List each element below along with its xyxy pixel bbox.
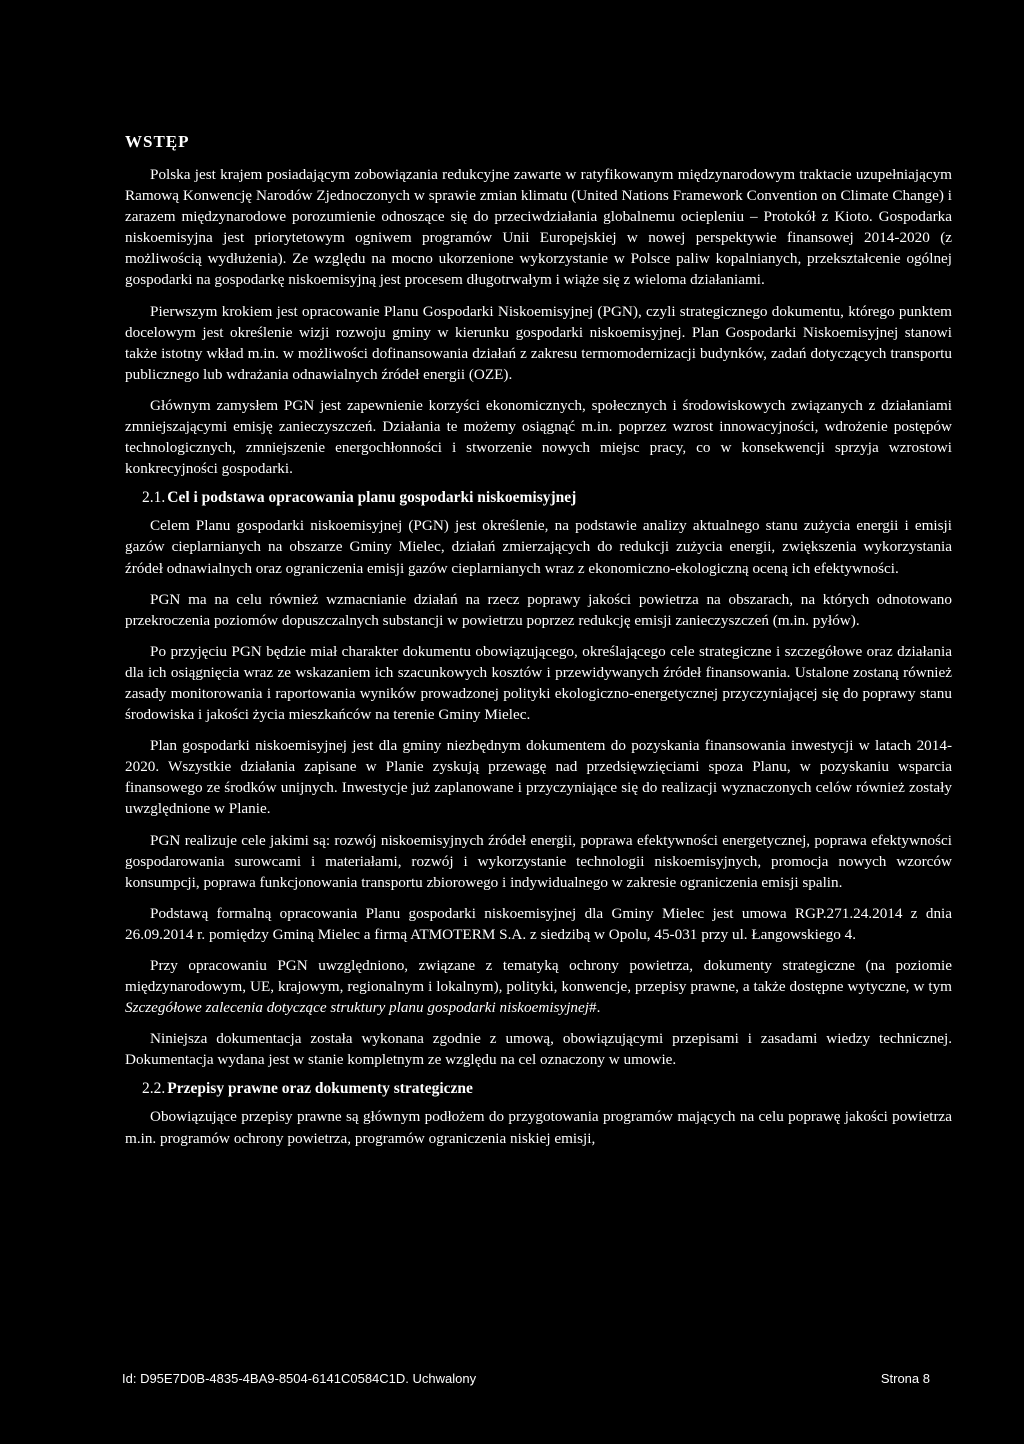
paragraph-s1-3: Po przyjęciu PGN będzie miał charakter dokumentu obowiązującego, określającego cele strategiczne i szczegółowe oraz działania dla ich osiągnięcia wraz ze wskazaniem ich szacunkowych kosztów i przewidywanych źródeł finansowania. Ustalone zostaną również zasady monitorowania i raportowania wyników prowadzonej polityki ekologiczno-energetycznej przyczyniającej się do poprawy stanu środowiska i jakości życia mieszkańców na terenie Gminy Mielec.: [125, 642, 952, 724]
paragraph-s2-1: Obowiązujące przepisy prawne są głównym podłożem do przygotowania programów mających na celu poprawę jakości powietrza m.in. programów ochrony powietrza, programów ograniczenia niskiej emisji,: [125, 1108, 952, 1147]
paragraph-guidelines: [122, 955, 952, 1018]
document-id: Id: D95E7D0B-4835-4BA9-8504-6141C0584C1D. Uchwalony: [122, 1371, 477, 1386]
section-heading-2-2: [142, 1080, 952, 1098]
page-title: WSTĘP: [125, 132, 190, 151]
section-title: Przepisy prawne oraz dokumenty strategiczne: [167, 1080, 473, 1098]
section-number: 2.1.: [142, 489, 166, 507]
section-heading-2-1: [142, 489, 952, 507]
paragraph-s1-5: PGN realizuje cele jakimi są: rozwój niskoemisyjnych źródeł energii, poprawa efektywności energetycznej, poprawa efektywności gospodarowania surowcami i materiałami, rozwój i wykorzystanie technologii niskoemisyjnych, promocja nowych wzorców konsumpcji, poprawa funkcjonowania transportu zbiorowego i indywidualnego w zakresie ograniczenia emisji spalin.: [125, 831, 952, 891]
paragraph-intro-2: Pierwszym krokiem jest opracowanie Planu Gospodarki Niskoemisyjnej (PGN), czyli strategicznego dokumentu, którego punktem docelowym jest określenie wizji rozwoju gminy w kierunku gospodarki niskoemisyjnej. Plan Gospodarki Niskoemisyjnej stanowi także istotny wkład m.in. w możliwości dofinansowania działań z zakresu termomodernizacji budynków, zadań dotyczących transportu publicznego lub wdrażania odnawialnych źródeł energii (OZE).: [125, 302, 952, 383]
section-number: 2.2.: [142, 1080, 166, 1098]
paragraph-s1-2: PGN ma na celu również wzmacnianie działań na rzecz poprawy jakości powietrza na obszarach, na których odnotowano przekroczenia poziomów dopuszczalnych substancji w powietrzu poprzez redukcję emisji zanieczyszczeń (m.in. pyłów).: [125, 590, 952, 629]
page-number: Strona 8: [880, 1371, 930, 1386]
section-title: Cel i podstawa opracowania planu gospodarki niskoemisyjnej: [167, 489, 577, 507]
guidelines-italic-title: Szczegółowe zalecenia dotyczące struktury planu gospodarki niskoemisyjnej: [125, 999, 589, 1017]
paragraph-intro-3: Głównym zamysłem PGN jest zapewnienie korzyści ekonomicznych, społecznych i środowiskowych związanych z działaniami zmniejszającymi emisję zanieczyszczeń. Działania te możemy osiągnąć m.in. poprzez wzrost innowacyjności, wdrożenie postępów technologicznych, zmniejszenie energochłonności i stworzenie nowych miejsc pracy, co w konsekwencji sprzyja wzrostowi konkrecyjności gospodarki.: [125, 396, 952, 478]
guidelines-footnote-mark: #.: [588, 999, 601, 1017]
document-page: [122, 118, 952, 1159]
paragraph-s1-6: Podstawą formalną opracowania Planu gospodarki niskoemisyjnej dla Gminy Mielec jest umowa RGP.271.24.2014 z dnia 26.09.2014 r. pomiędzy Gminą Mielec a firmą ATMOTERM S.A. z siedzibą w Opolu, 45-031 przy ul. Łangowskiego 4.: [125, 904, 952, 943]
paragraph-compliance: Niniejsza dokumentacja została wykonana zgodnie z umową, obowiązującymi przepisami i zasadami wiedzy technicznej. Dokumentacja wydana jest w stanie kompletnym ze względu na cel oznaczony w umowie.: [125, 1030, 952, 1069]
paragraph-intro-1: Polska jest krajem posiadającym zobowiązania redukcyjne zawarte w ratyfikowanym międzynarodowym traktacie uzupełniającym Ramową Konwencję Narodów Zjednoczonych w sprawie zmian klimatu (United Nations Framework Convention on Climate Change) i zarazem międzynarodowe porozumienie odnoszące się do przeciwdziałania globalnemu ociepleniu – Protokół z Kioto. Gospodarka niskoemisyjna jest priorytetowym ogniwem programów Unii Europejskiej w nowej perspektywie finansowej 2014-2020 (z możliwością wydłużenia). Ze względu na mocno ukorzenione wykorzystanie w Polsce paliw kopalnianych, przekształcenie ogólnej gospodarki na gospodarkę niskoemisyjną jest procesem długotrwałym i wiąże się z wieloma działaniami.: [125, 166, 952, 289]
paragraph-s1-4: Plan gospodarki niskoemisyjnej jest dla gminy niezbędnym dokumentem do pozyskania finansowania inwestycji w latach 2014-2020. Wszystkie działania zapisane w Planie zyskują przewagę nad przedsięwzięciami spoza Planu, w pozyskaniu wsparcia finansowego ze środków unijnych. Inwestycje już zaplanowane i przyczyniające się do realizacji wyznaczonych celów również zostały uwzględnione w Planie.: [125, 737, 952, 818]
guidelines-text: Przy opracowaniu PGN uwzględniono, związane z tematyką ochrony powietrza, dokumenty strategiczne (na poziomie międzynarodowym, UE, krajowym, regionalnym i lokalnym), polityki, konwencje, przepisy prawne, a także dostępne wytyczne, w tym: [125, 957, 952, 996]
paragraph-s1-1: Celem Planu gospodarki niskoemisyjnej (PGN) jest określenie, na podstawie analizy aktualnego stanu zużycia energii i emisji gazów cieplarnianych na obszarze Gminy Mielec, działań zmierzających do redukcji zużycia energii, zwiększenia wykorzystania źródeł odnawialnych oraz ograniczenia emisji gazów cieplarnianych wraz z ekonomiczno-ekologiczną oceną ich efektywności.: [125, 517, 952, 577]
